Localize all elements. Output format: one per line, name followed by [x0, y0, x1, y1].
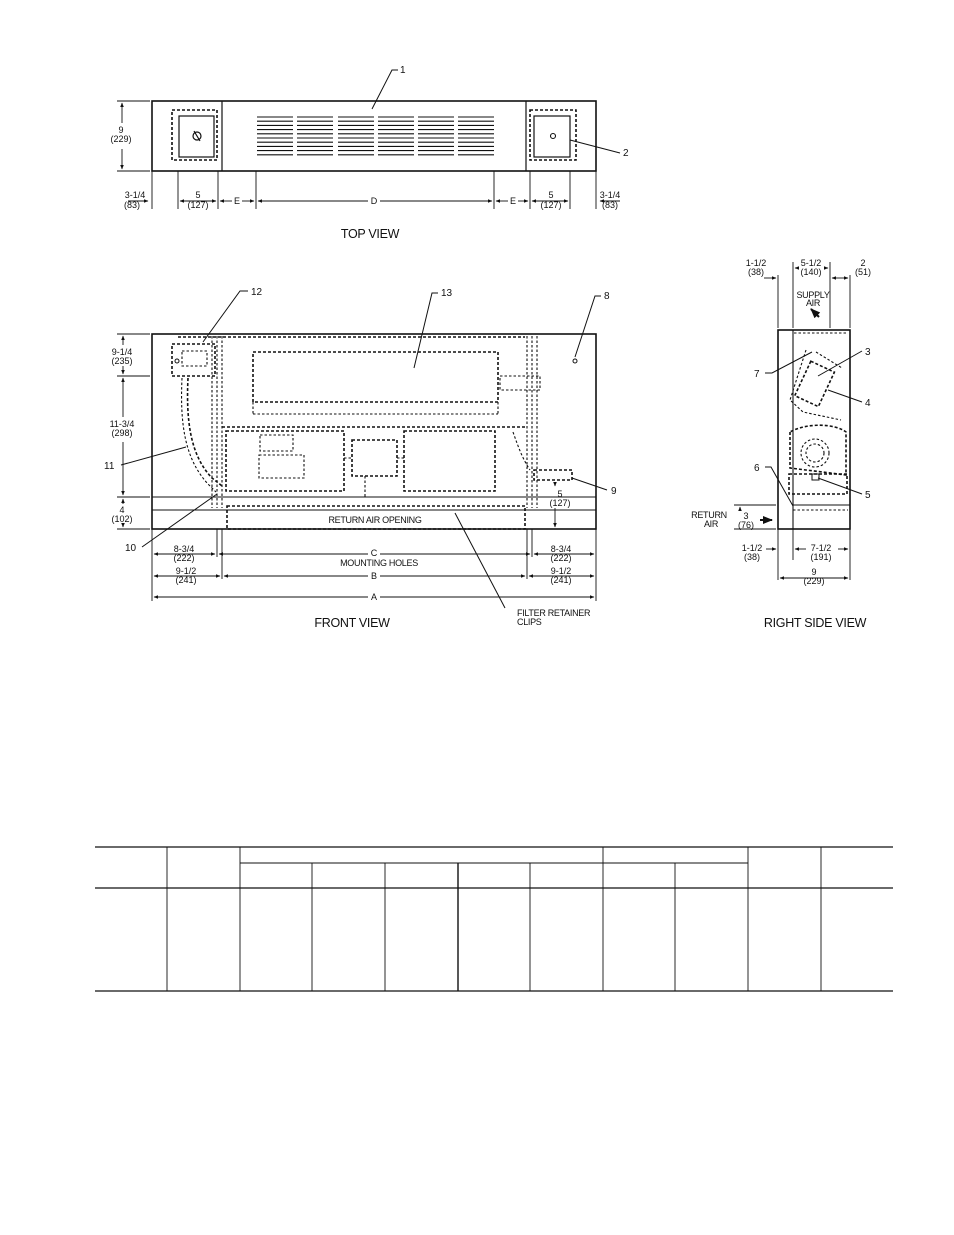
- supply-grille: [257, 117, 494, 155]
- top-right-edge-mm: (83): [601, 200, 619, 210]
- front-mid-mm: (298): [111, 428, 133, 438]
- blower-housing-left: [226, 431, 344, 491]
- side-view: [691, 258, 871, 630]
- front-view-title: FRONT VIEW: [314, 616, 390, 630]
- front-top-in: 9-1/4: [111, 347, 133, 357]
- side-top-left-in: 1-1/2: [745, 258, 767, 268]
- callout-4: 4: [865, 398, 871, 409]
- side-blower: [790, 425, 846, 475]
- front-left-mount-in: 8-3/4: [173, 544, 195, 554]
- side-top-mid-in: 5-1/2: [800, 258, 822, 268]
- front-left-mount-mm: (222): [173, 553, 195, 563]
- return-label-2: AIR: [703, 519, 719, 529]
- callout-2: 2: [623, 148, 629, 159]
- front-left-b-mm: (241): [175, 575, 197, 585]
- top-view: [110, 65, 629, 241]
- callout-5: 5: [865, 490, 871, 501]
- side-bot-left-in: 1-1/2: [741, 543, 763, 553]
- side-top-mid-mm: (140): [800, 267, 822, 277]
- front-dim-a: A: [370, 592, 378, 602]
- callout-12: 12: [251, 287, 263, 298]
- top-left-box-mm: (127): [187, 200, 209, 210]
- front-drain-in: 5: [557, 489, 563, 499]
- front-dim-c: C: [370, 548, 378, 558]
- motor: [352, 440, 397, 476]
- mounting-holes-label: MOUNTING HOLES: [340, 558, 418, 568]
- supply-arrow-icon: [811, 309, 819, 317]
- top-right-control-box: [530, 110, 576, 160]
- callout-8: 8: [604, 291, 610, 302]
- front-right-mount-in: 8-3/4: [550, 544, 572, 554]
- top-dim-d: D: [370, 196, 378, 206]
- front-left-b-in: 9-1/2: [175, 566, 197, 576]
- side-top-left-mm: (38): [747, 267, 765, 277]
- callout-9: 9: [611, 486, 617, 497]
- return-in: 3: [743, 511, 749, 521]
- callout-6: 6: [754, 463, 760, 474]
- top-left-edge-mm: (83): [123, 200, 141, 210]
- top-dim-e-left: E: [233, 196, 241, 206]
- front-view: [104, 287, 617, 630]
- top-dim-e-right: E: [509, 196, 517, 206]
- callout-13: 13: [441, 288, 453, 299]
- front-view-cabinet: [152, 334, 596, 529]
- return-mm: (76): [737, 520, 755, 530]
- callout-3: 3: [865, 347, 871, 358]
- callout-1: 1: [400, 65, 406, 76]
- side-overall-in: 9: [811, 567, 817, 577]
- front-right-b-in: 9-1/2: [550, 566, 572, 576]
- top-right-box-in: 5: [548, 190, 554, 200]
- side-top-right-in: 2: [860, 258, 866, 268]
- supply-label-1: SUPPLY: [796, 290, 830, 300]
- side-view-title: RIGHT SIDE VIEW: [763, 616, 867, 630]
- front-drain-mm: (127): [549, 498, 571, 508]
- top-height-in: 9: [118, 125, 124, 135]
- top-left-edge-in: 3-1/4: [124, 190, 146, 200]
- top-left-box-in: 5: [195, 190, 201, 200]
- filter-label-2: CLIPS: [517, 617, 542, 627]
- vent-icon: [573, 359, 577, 363]
- side-overall-mm: (229): [803, 576, 825, 586]
- top-view-title: TOP VIEW: [340, 227, 400, 241]
- side-bot-right-mm: (191): [810, 552, 832, 562]
- callout-10: 10: [125, 543, 137, 554]
- return-label-1: RETURN: [691, 510, 727, 520]
- front-bot-mm: (102): [111, 514, 133, 524]
- knob-icon: [193, 131, 201, 141]
- front-right-b-mm: (241): [550, 575, 572, 585]
- side-bot-right-in: 7-1/2: [810, 543, 832, 553]
- front-top-mm: (235): [111, 356, 133, 366]
- top-right-edge-in: 3-1/4: [599, 190, 621, 200]
- callout-11: 11: [104, 461, 115, 472]
- supply-label-2: AIR: [805, 298, 821, 308]
- blower-housing-right: [404, 431, 495, 491]
- side-top-right-mm: (51): [854, 267, 872, 277]
- port-icon: [551, 134, 556, 139]
- coil: [253, 352, 498, 402]
- front-right-mount-mm: (222): [550, 553, 572, 563]
- front-mid-in: 11-3/4: [109, 419, 135, 429]
- drain-pan-connection: [534, 470, 572, 480]
- top-height-mm: (229): [110, 134, 132, 144]
- front-dim-b: B: [370, 571, 378, 581]
- front-bot-in: 4: [119, 505, 125, 515]
- top-right-box-mm: (127): [540, 200, 562, 210]
- filter-label-1: FILTER RETAINER: [517, 608, 591, 618]
- return-air-opening-label: RETURN AIR OPENING: [328, 515, 422, 525]
- callout-7: 7: [754, 369, 760, 380]
- side-bot-left-mm: (38): [743, 552, 761, 562]
- dimension-table: [95, 847, 893, 991]
